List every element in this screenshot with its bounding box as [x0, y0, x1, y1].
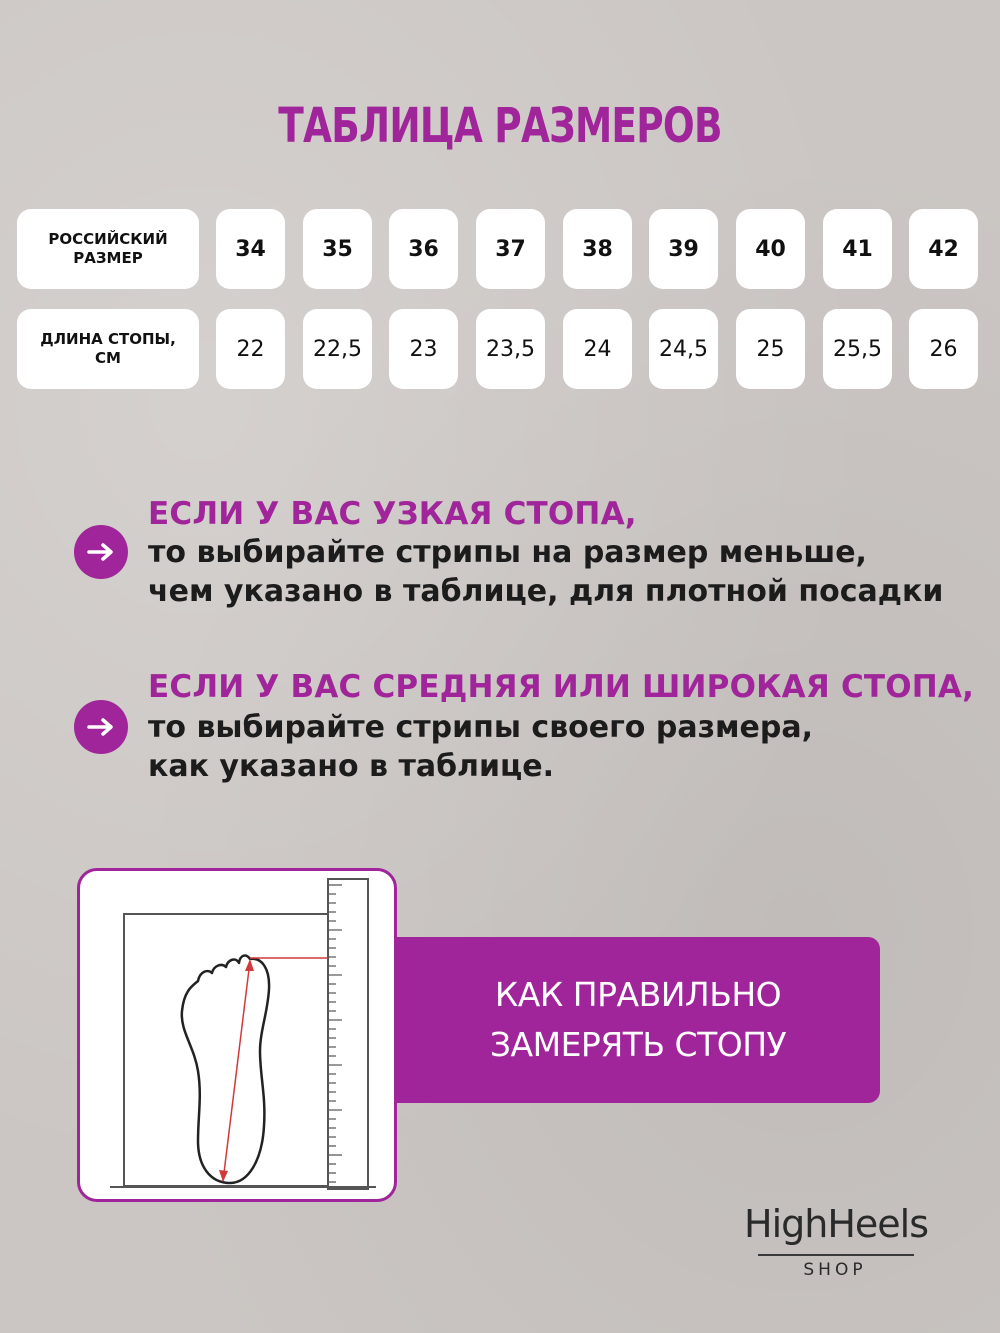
foot-length-cell: 22	[216, 309, 285, 389]
size-cell: 42	[909, 209, 978, 289]
foot-length-cell: 24,5	[649, 309, 718, 389]
size-cell: 37	[476, 209, 545, 289]
size-cell: 40	[736, 209, 805, 289]
russian-size-label-line2: РАЗМЕР	[73, 249, 143, 267]
measure-line1: КАК ПРАВИЛЬНО	[494, 975, 782, 1014]
size-cell: 38	[563, 209, 632, 289]
logo-wordmark: HighHeels	[744, 1202, 929, 1246]
brand-logo	[744, 1202, 929, 1292]
foot-measure-illustration	[77, 868, 397, 1202]
arrow-right-icon	[74, 700, 128, 754]
tip-narrow-line1: то выбирайте стрипы на размер меньше,	[148, 535, 867, 570]
tip-wide-line2: как указано в таблице.	[148, 749, 555, 784]
logo-divider	[758, 1254, 914, 1256]
foot-length-label-line2: СМ	[95, 349, 121, 367]
arrow-right-icon	[74, 525, 128, 579]
size-cell: 35	[303, 209, 372, 289]
tip-wide-line1: то выбирайте стрипы своего размера,	[148, 710, 813, 745]
measure-banner	[396, 937, 880, 1103]
page-title: ТАБЛИЦА РАЗМЕРОВ	[278, 98, 722, 154]
tip-narrow-heading: ЕСЛИ У ВАС УЗКАЯ СТОПА,	[148, 496, 637, 532]
size-cell: 41	[823, 209, 892, 289]
tip-narrow-line2: чем указано в таблице, для плотной посадки	[148, 574, 944, 609]
logo-subtitle: SHOP	[803, 1260, 867, 1280]
russian-size-label	[17, 209, 199, 289]
foot-length-cell: 26	[909, 309, 978, 389]
russian-size-label-line1: РОССИЙСКИЙ	[48, 230, 168, 248]
size-cell: 39	[649, 209, 718, 289]
size-cell: 34	[216, 209, 285, 289]
foot-length-cell: 23	[389, 309, 458, 389]
size-cell: 36	[389, 209, 458, 289]
foot-length-cell: 24	[563, 309, 632, 389]
foot-length-label	[17, 309, 199, 389]
foot-length-cell: 25,5	[823, 309, 892, 389]
tip-wide-heading: ЕСЛИ У ВАС СРЕДНЯЯ ИЛИ ШИРОКАЯ СТОПА,	[148, 669, 975, 705]
foot-length-cell: 25	[736, 309, 805, 389]
foot-length-cell: 23,5	[476, 309, 545, 389]
measure-line2: ЗАМЕРЯТЬ СТОПУ	[489, 1025, 787, 1064]
foot-length-label-line1: ДЛИНА СТОПЫ,	[40, 330, 176, 348]
foot-length-cell: 22,5	[303, 309, 372, 389]
foot-ruler-icon	[80, 871, 394, 1199]
